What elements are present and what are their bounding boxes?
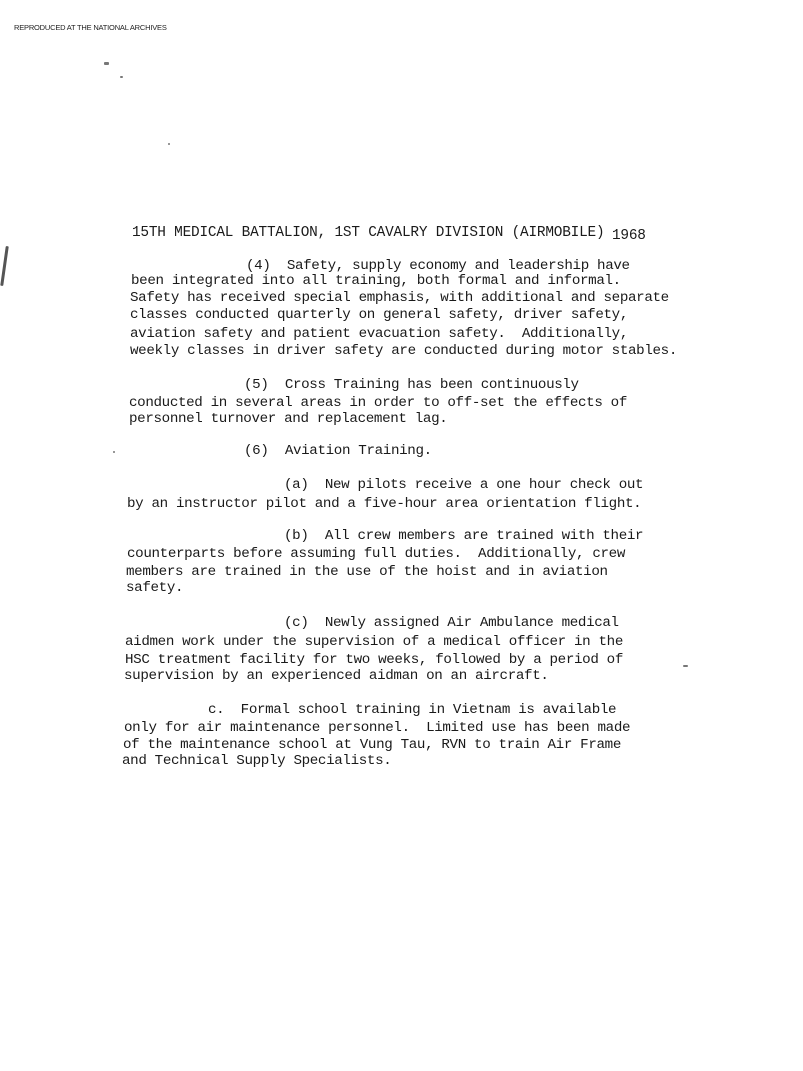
paragraph-line: safety.	[126, 580, 184, 596]
paragraph-line: and Technical Supply Specialists.	[122, 753, 392, 769]
paragraph-line: conducted in several areas in order to off-set the effects of	[129, 395, 627, 411]
archive-stamp: REPRODUCED AT THE NATIONAL ARCHIVES	[14, 23, 167, 32]
paragraph-line: counterparts before assuming full duties. Additionally, crew	[127, 546, 625, 562]
paragraph-line: HSC treatment facility for two weeks, followed by a period of	[125, 652, 623, 668]
scan-speck	[683, 665, 688, 667]
paragraph-line: by an instructor pilot and a five-hour area orientation flight.	[127, 496, 642, 512]
document-year: 1968	[612, 228, 646, 244]
scan-speck	[0, 246, 9, 286]
scan-speck	[120, 76, 123, 78]
paragraph-line: personnel turnover and replacement lag.	[129, 411, 448, 427]
paragraph-line: aidmen work under the supervision of a medical officer in the	[125, 634, 623, 650]
paragraph-line: classes conducted quarterly on general safety, driver safety,	[130, 307, 628, 323]
paragraph-line: (5) Cross Training has been continuously	[244, 377, 579, 393]
paragraph-line: supervision by an experienced aidman on an aircraft.	[124, 668, 549, 684]
scan-speck	[113, 451, 115, 453]
paragraph-line: (6) Aviation Training.	[244, 443, 432, 459]
paragraph-line: Safety has received special emphasis, with additional and separate	[130, 290, 669, 306]
paragraph-line: been integrated into all training, both formal and informal.	[131, 273, 621, 289]
scan-speck	[168, 143, 170, 145]
scan-speck	[104, 62, 109, 65]
paragraph-line: of the maintenance school at Vung Tau, RVN to train Air Frame	[123, 737, 621, 753]
paragraph-line: only for air maintenance personnel. Limited use has been made	[124, 720, 631, 736]
paragraph-line: (4) Safety, supply economy and leadership have	[246, 258, 630, 274]
paragraph-line: (a) New pilots receive a one hour check out	[284, 477, 644, 493]
paragraph-line: weekly classes in driver safety are conducted during motor stables.	[130, 343, 677, 359]
paragraph-line: aviation safety and patient evacuation safety. Additionally,	[130, 326, 628, 342]
paragraph-line: c. Formal school training in Vietnam is available	[208, 702, 617, 718]
paragraph-line: members are trained in the use of the hoist and in aviation	[126, 564, 608, 580]
document-heading: 15TH MEDICAL BATTALION, 1ST CAVALRY DIVISION (AIRMOBILE)	[132, 225, 605, 241]
paragraph-line: (c) Newly assigned Air Ambulance medical	[284, 615, 619, 631]
paragraph-line: (b) All crew members are trained with their	[284, 528, 644, 544]
